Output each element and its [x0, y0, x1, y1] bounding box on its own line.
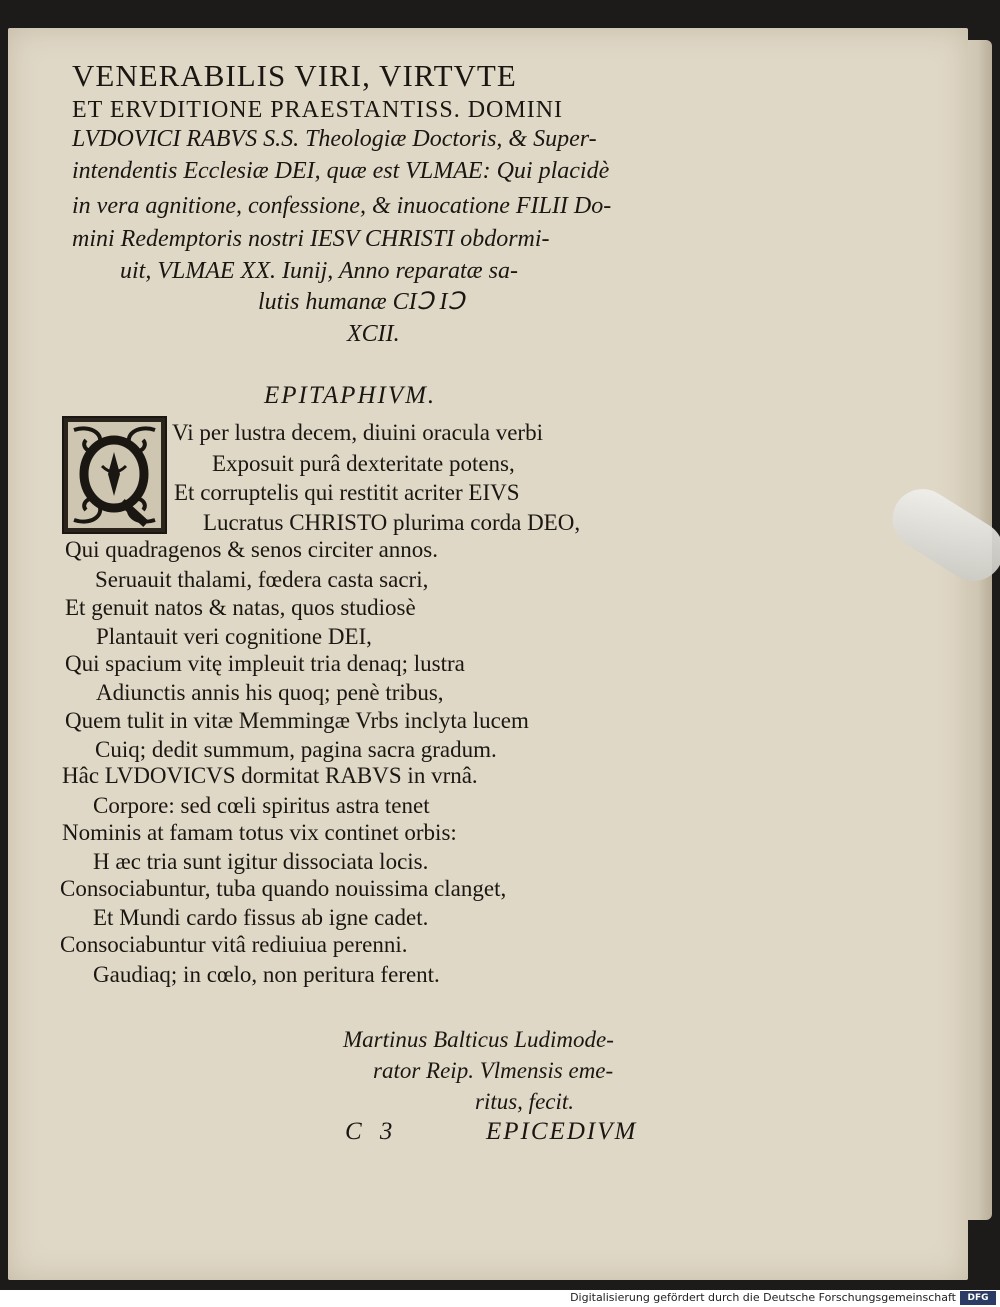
verse-line: Nominis at famam totus vix continet orbis:: [62, 820, 457, 845]
digitization-footer: [0, 1290, 1000, 1307]
heading-line-7: uit, VLMAE XX. Iunij, Anno reparatæ sa-: [120, 258, 518, 284]
signature-line-1: Martinus Balticus Ludimode-: [343, 1027, 614, 1052]
footer-credit-text: Digitalisierung gefördert durch die Deutsche Forschungsgemeinschaft: [570, 1291, 956, 1304]
epitaph-title: EPITAPHIVM.: [264, 382, 437, 409]
verse-line: Qui quadragenos & senos circiter annos.: [65, 537, 439, 562]
verse-line: Vi per lustra decem, diuini oracula verbi: [172, 420, 543, 445]
verse-line: Qui spacium vitę impleuit tria denaq; lustra: [65, 651, 465, 676]
signature-mark: C 3: [345, 1118, 399, 1145]
verse-line: Et corruptelis qui restitit acriter EIVS: [174, 480, 520, 505]
decorated-initial-q-icon: [62, 416, 167, 534]
heading-line-2: ET ERVDITIONE PRAESTANTISS. DOMINI: [72, 97, 564, 123]
verse-line: Et genuit natos & natas, quos studiosè: [65, 595, 416, 620]
verse-line: Corpore: sed cœli spiritus astra tenet: [93, 793, 430, 818]
heading-line-3: LVDOVICI RABVS S.S. Theologiæ Doctoris, & Super-: [72, 126, 597, 152]
heading-line-4: intendentis Ecclesiæ DEI, quæ est VLMAE: Qui placidè: [72, 158, 610, 184]
verse-line: Plantauit veri cognitione DEI,: [96, 624, 372, 649]
verse-line: Hâc LVDOVICVS dormitat RABVS in vrnâ.: [62, 763, 478, 788]
verse-line: H æc tria sunt igitur dissociata locis.: [93, 849, 429, 874]
verse-line: Cuiq; dedit summum, pagina sacra gradum.: [95, 737, 497, 762]
heading-line-5: in vera agnitione, confessione, & inuocatione FILII Do-: [72, 193, 612, 219]
verse-line: Adiunctis annis his quoq; penè tribus,: [96, 680, 444, 705]
verse-line: Lucratus CHRISTO plurima corda DEO,: [203, 510, 581, 535]
catchword: EPICEDIVM: [486, 1118, 638, 1145]
heading-line-1: VENERABILIS VIRI, VIRTVTE: [72, 58, 517, 93]
verse-line: Seruauit thalami, fœdera casta sacri,: [95, 567, 429, 592]
verse-line: Gaudiaq; in cœlo, non peritura ferent.: [93, 962, 440, 987]
verse-line: Exposuit purâ dexteritate potens,: [212, 451, 515, 476]
verse-line: Et Mundi cardo fissus ab igne cadet.: [93, 905, 429, 930]
dfg-logo: DFG: [960, 1291, 996, 1305]
heading-line-9: XCII.: [347, 321, 400, 347]
signature-line-2: rator Reip. Vlmensis eme-: [373, 1058, 614, 1083]
verse-line: Consociabuntur vitâ rediuiua perenni.: [60, 932, 408, 957]
verse-line: Consociabuntur, tuba quando nouissima clanget,: [60, 876, 507, 901]
heading-line-6: mini Redemptoris nostri IESV CHRISTI obdormi-: [72, 226, 550, 252]
signature-line-3: ritus, fecit.: [475, 1089, 575, 1114]
heading-line-8: lutis humanæ CIↃ IↃ: [258, 289, 465, 315]
verse-line: Quem tulit in vitæ Memmingæ Vrbs inclyta lucem: [65, 708, 529, 733]
